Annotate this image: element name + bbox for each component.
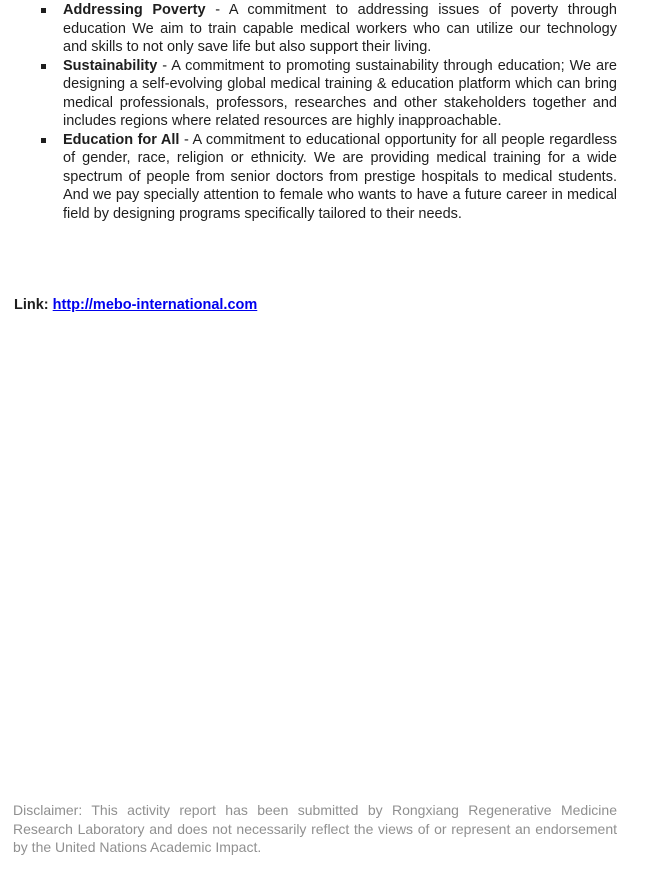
square-bullet-icon [41,8,46,13]
bullet-title: Sustainability [63,57,158,74]
disclaimer-text: Disclaimer: This activity report has been submitted by Rongxiang Regenerative Medicine Research Laboratory and does not necessarily reflect the views of or represent an endorsement by the United Nations Academic Impact. [13,802,617,855]
bullet-title: Education for All [63,131,180,148]
bullet-body: - A commitment to educational opportunity for all people regardless of gender, race, religion or ethnicity. We are providing medical training for a wide spectrum of people from senior doctors from prestige hospitals to medical students. And we pay specially attention to female who wants to have a future career in medical field by designing programs specifically tailored to their needs. [63,131,618,222]
commitments-bullet-list [63,1,617,223]
link-label: Link: [14,297,49,313]
list-item [63,1,617,57]
square-bullet-icon [41,138,46,143]
link-line [14,296,257,315]
square-bullet-icon [41,64,46,69]
bullet-body: - A commitment to addressing issues of poverty through education We aim to train capable medical workers who can utilize our technology and skills to not only save life but also support their living. [63,2,617,55]
list-item [63,57,617,131]
bullet-body: - A commitment to promoting sustainability through education; We are designing a self-evolving global medical training & education platform which can bring medical professionals, professors, researches and other stakeholders together and includes regions where related resources are highly inapproachable. [63,57,617,129]
mebo-international-link[interactable]: http://mebo-international.com [52,297,258,313]
bullet-title: Addressing Poverty [63,2,206,18]
list-item [63,131,617,224]
